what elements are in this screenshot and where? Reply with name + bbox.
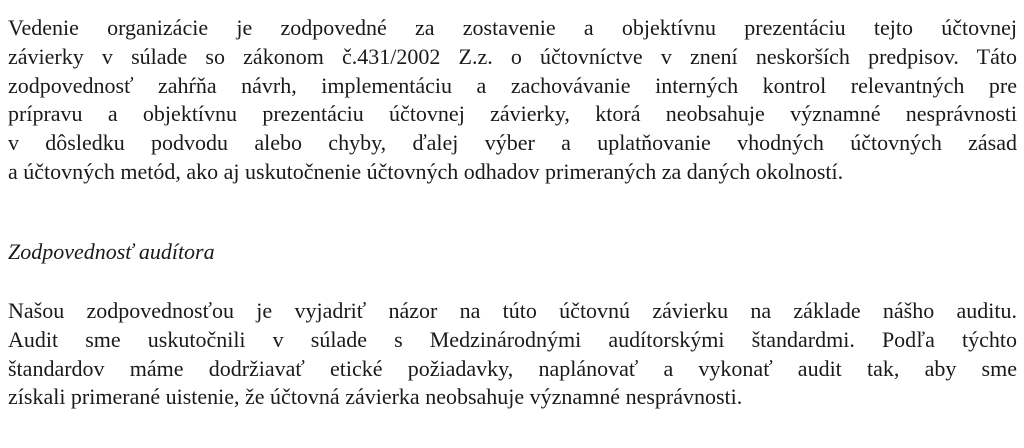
text-line: v dôsledku podvodu alebo chyby, ďalej výber a uplatňovanie vhodných účtovných zásad (8, 130, 1017, 156)
paragraph-management-responsibility (8, 14, 1017, 187)
text-line: získali primerané uistenie, že účtovná závierka neobsahuje významné nesprávnosti. (8, 384, 743, 410)
text-line: Vedenie organizácie je zodpovedné za zostavenie a objektívnu prezentáciu tejto účtovnej (8, 15, 1017, 40)
text-line: závierky v súlade so zákonom č.431/2002 Z.z. o účtovníctve v znení neskorších predpisov. Táto (8, 43, 1017, 69)
text-line: zodpovednosť zahŕňa návrh, implementáciu a zachovávanie interných kontrol relevantných pre (8, 72, 1017, 98)
text-line: Našou zodpovednosťou je vyjadriť názor na túto účtovnú závierku na základe nášho auditu. (8, 298, 1017, 323)
text-line: a účtovných metód, ako aj uskutočnenie účtovných odhadov primeraných za daných okolností. (8, 158, 844, 184)
section-heading: Zodpovednosť audítora (8, 239, 215, 264)
text-line: prípravu a objektívnu prezentáciu účtovnej závierky, ktorá neobsahuje významné nesprávnosti (8, 101, 1017, 127)
text-line: štandardov máme dodržiavať etické požiadavky, naplánovať a vykonať audit tak, aby sme (8, 355, 1017, 381)
paragraph-auditor-responsibility (8, 297, 1017, 412)
text-line: Audit sme uskutočnili v súlade s Medzinárodnými audítorskými štandardmi. Podľa týchto (8, 326, 1017, 352)
